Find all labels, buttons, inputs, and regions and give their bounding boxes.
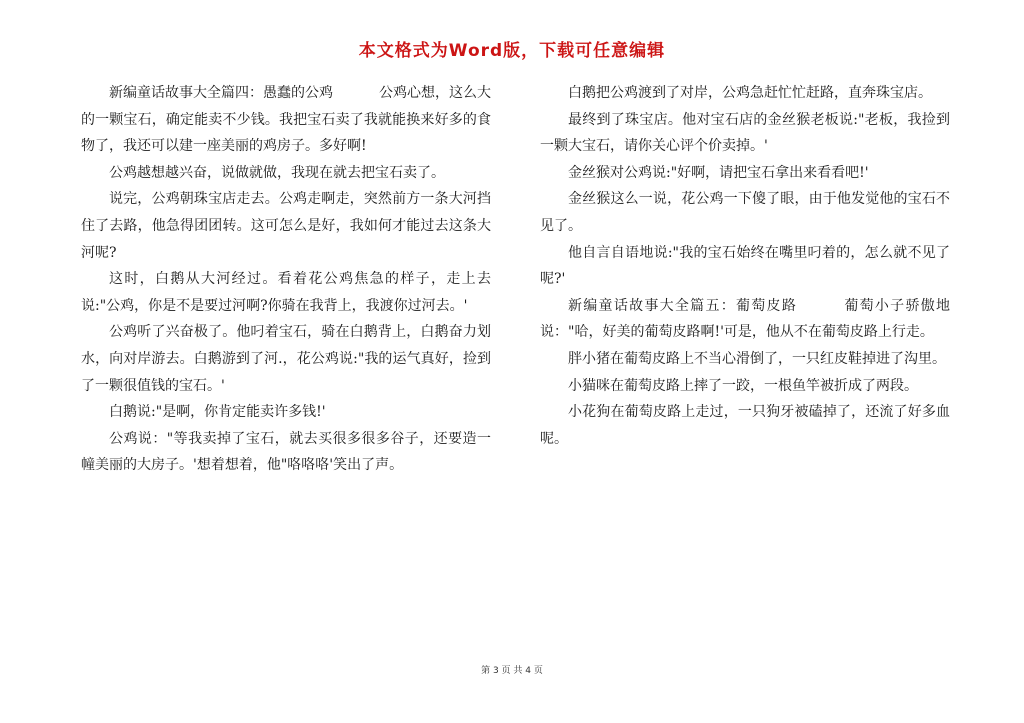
- paragraph: 小花狗在葡萄皮路上走过，一只狗牙被磕掉了，还流了好多血呢。: [540, 404, 950, 447]
- paragraph: [540, 293, 950, 346]
- paragraph: 公鸡说："等我卖掉了宝石，就去买很多很多谷子，还要造一幢美丽的大房子。'想着想着，他"咯咯咯'笑出了声。: [81, 430, 491, 474]
- left-column: [81, 80, 491, 479]
- paragraph: 金丝猴对公鸡说:"好啊，请把宝石拿出来看看吧!': [568, 164, 869, 181]
- page-number: 第 3 页 共 4 页: [481, 666, 543, 676]
- paragraph: 金丝猴这么一说，花公鸡一下傻了眼，由于他发觉他的宝石不见了。: [540, 191, 950, 234]
- paragraph: 这时，白鹅从大河经过。看着花公鸡焦急的样子，走上去说:"公鸡，你是不是要过河啊?你骑在我背上，我渡你过河去。': [81, 271, 491, 314]
- paragraph: 公鸡越想越兴奋，说做就做，我现在就去把宝石卖了。: [109, 164, 445, 181]
- paragraph: 最终到了珠宝店。他对宝石店的金丝猴老板说:"老板，我捡到一颗大宝石，请你关心评个价卖掉。': [540, 111, 950, 155]
- paragraph-text: 公鸡心想，这么大的一颗宝石，确定能卖不少钱。我把宝石卖了我就能换来好多的食物了，我还可以建一座美丽的鸡房子。多好啊!: [81, 85, 491, 155]
- paragraph: 他自言自语地说:"我的宝石始终在嘴里叼着的，怎么就不见了呢?': [540, 244, 950, 288]
- section-heading: 新编童话故事大全篇四：愚蠢的公鸡: [109, 85, 333, 101]
- paragraph: 白鹅说:"是啊，你肯定能卖许多钱!': [109, 404, 326, 421]
- paragraph: 说完，公鸡朝珠宝店走去。公鸡走啊走，突然前方一条大河挡住了去路，他急得团团转。这可怎么是好，我如何才能过去这条大河呢?: [81, 191, 491, 261]
- right-column: [540, 80, 950, 452]
- paragraph: 小猫咪在葡萄皮路上摔了一跤，一根鱼竿被折成了两段。: [568, 377, 918, 394]
- paragraph: 胖小猪在葡萄皮路上不当心滑倒了，一只红皮鞋掉进了沟里。: [568, 350, 946, 367]
- download-banner: 本文格式为Word版，下载可任意编辑: [358, 41, 666, 61]
- paragraph-text: 葡萄小子骄傲地说："哈，好美的葡萄皮路啊!'可是，他从不在葡萄皮路上行走。: [540, 297, 951, 341]
- paragraph: [81, 80, 491, 160]
- paragraph: 公鸡听了兴奋极了。他叼着宝石，骑在白鹅背上，白鹅奋力划水，向对岸游去。白鹅游到了河.，花公鸡说:"我的运气真好，捡到了一颗很值钱的宝石。': [81, 324, 491, 394]
- section-heading: 新编童话故事大全篇五：葡萄皮路: [568, 297, 798, 314]
- paragraph: 白鹅把公鸡渡到了对岸，公鸡急赶忙忙赶路，直奔珠宝店。: [568, 85, 932, 101]
